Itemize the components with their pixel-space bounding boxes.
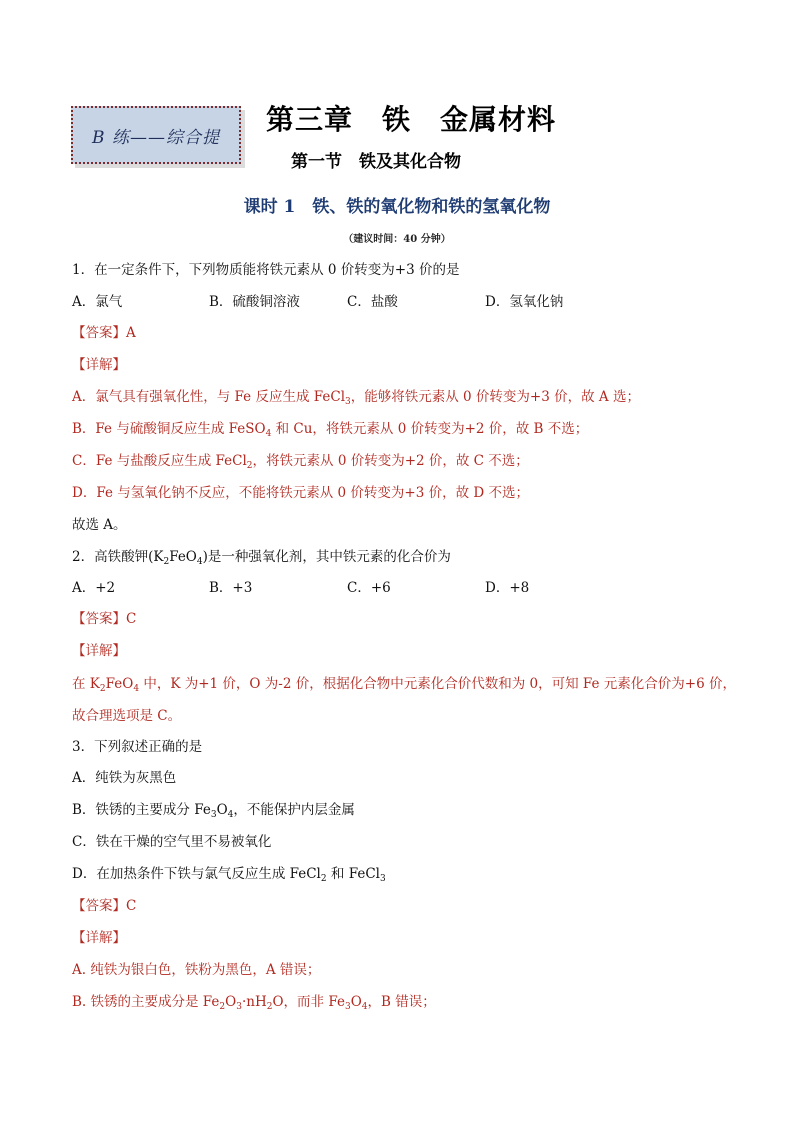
q2-stem: 2．高铁酸钾$(K_2FeO_4)$是一种强氧化剂，其中铁元素的化合价为 bbox=[72, 549, 451, 567]
suggested-time: （建议时间：40 分钟） bbox=[343, 234, 451, 245]
practice-badge: B 练——综合提 bbox=[71, 106, 241, 164]
q1-stem: 1．在一定条件下，下列物质能将铁元素从 0 价转变为+3 价的是 bbox=[72, 262, 460, 278]
section-title: 第一节 铁及其化合物 bbox=[291, 152, 461, 172]
q2-detail-label: 【详解】 bbox=[72, 643, 126, 659]
q1-expl-a: A．氯气具有强氧化性，与 Fe 反应生成 FeCl$_3$，能够将铁元素从 0 价转变为+3 价，故 A 选； bbox=[72, 389, 640, 407]
q2-option-d: D．+8 bbox=[485, 580, 530, 596]
q2-option-b: B．+3 bbox=[209, 580, 253, 596]
q1-answer: 【答案】A bbox=[72, 325, 136, 341]
q2-explanation: 在 $K_2FeO_4$ 中，K 为+1 价，O 为-2 价，根据化合物中元素化合价代数和为 0，可知 Fe 元素化合价为+6 价， bbox=[72, 676, 736, 694]
q1-option-c: C．盐酸 bbox=[347, 294, 398, 310]
q3-option-a: A．纯铁为灰黑色 bbox=[72, 770, 177, 786]
q2-conclusion: 故合理选项是 C。 bbox=[72, 708, 182, 724]
q1-option-d: D．氢氧化钠 bbox=[485, 294, 564, 310]
q3-answer: 【答案】C bbox=[72, 898, 137, 914]
q3-expl-b: B. 铁锈的主要成分是 $Fe_2O_3\cdot nH_2O$，而非 $Fe_3O_4$，B 错误； bbox=[72, 994, 436, 1012]
q1-conclusion: 故选 A。 bbox=[72, 517, 127, 533]
q3-detail-label: 【详解】 bbox=[72, 930, 126, 946]
q1-expl-c: C．Fe 与盐酸反应生成 FeCl$_2$，将铁元素从 0 价转变为+2 价，故 C 不选； bbox=[72, 453, 529, 471]
q1-expl-b: B．Fe 与硫酸铜反应生成 FeSO$_4$ 和 Cu，将铁元素从 0 价转变为+2 价，故 B 不选； bbox=[72, 421, 589, 439]
q1-detail-label: 【详解】 bbox=[72, 357, 126, 373]
q1-option-a: A．氯气 bbox=[72, 294, 123, 310]
lesson-title: 课时 1 铁、铁的氧化物和铁的氢氧化物 bbox=[243, 197, 551, 217]
q3-expl-a: A. 纯铁为银白色，铁粉为黑色，A 错误； bbox=[72, 962, 321, 978]
q2-option-a: A．+2 bbox=[72, 580, 116, 596]
q1-option-b: B．硫酸铜溶液 bbox=[209, 294, 300, 310]
q1-expl-d: D．Fe 与氢氧化钠不反应，不能将铁元素从 0 价转变为+3 价，故 D 不选； bbox=[72, 485, 530, 501]
q3-option-b: B．铁锈的主要成分 $Fe_3O_4$，不能保护内层金属 bbox=[72, 802, 355, 820]
q3-option-c: C．铁在干燥的空气里不易被氧化 bbox=[72, 834, 272, 850]
q2-option-c: C．+6 bbox=[347, 580, 391, 596]
q3-option-d: D．在加热条件下铁与氯气反应生成 FeCl$_2$ 和 FeCl$_3$ bbox=[72, 866, 386, 884]
q2-answer: 【答案】C bbox=[72, 611, 137, 627]
chapter-title: 第三章 铁 金属材料 bbox=[266, 103, 557, 136]
q3-stem: 3．下列叙述正确的是 bbox=[72, 739, 203, 755]
